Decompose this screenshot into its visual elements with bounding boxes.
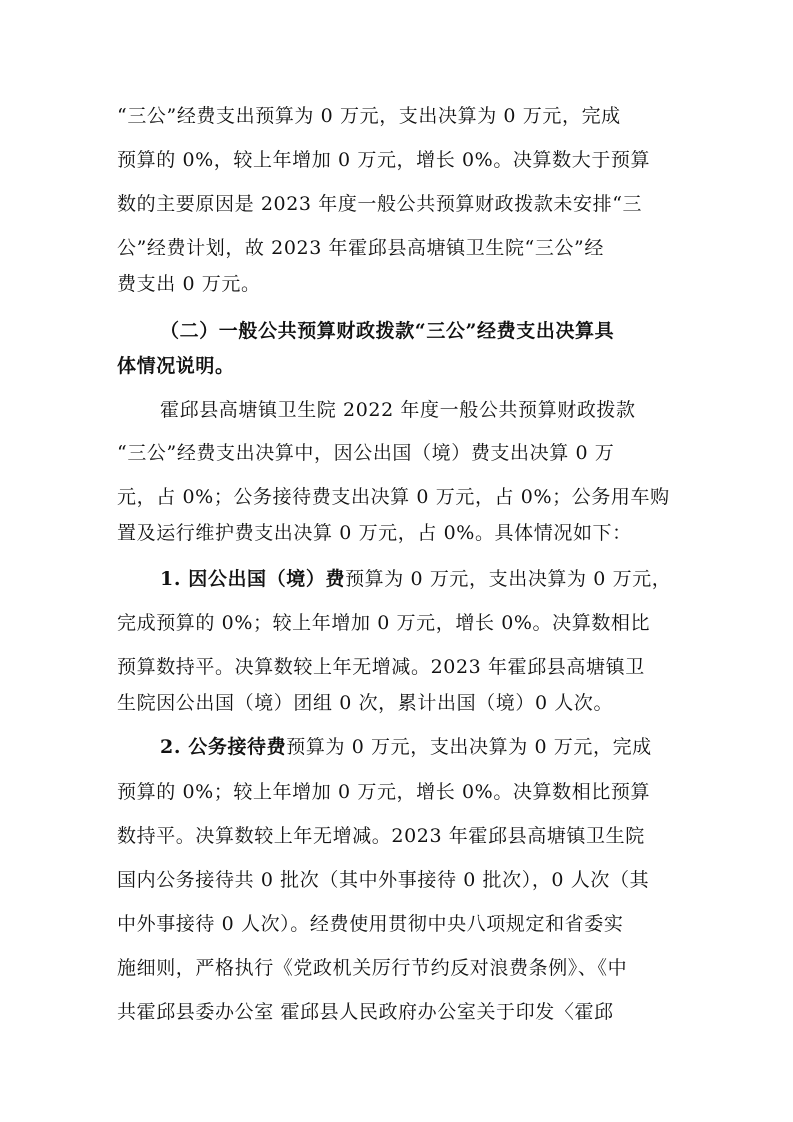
paragraph-line: 预算的 0%；较上年增加 0 万元，增长 0%。决算数相比预算 <box>117 781 651 803</box>
item-text: 预算为 0 万元，支出决算为 0 万元， <box>345 568 672 590</box>
paragraph-line: 霍邱县高塘镇卫生院 2022 年度一般公共预算财政拨款 <box>160 399 636 421</box>
paragraph-line: 生院因公出国（境）团组 0 次，累计出国（境）0 人次。 <box>117 692 614 714</box>
item-heading: 1. 因公出国（境）费 <box>160 568 346 590</box>
paragraph-line: 中外事接待 0 人次）。经费使用贯彻中央八项规定和省委实 <box>117 913 624 935</box>
paragraph-line: “三公”经费支出决算中，因公出国（境）费支出决算 0 万 <box>117 442 615 464</box>
section-heading: 体情况说明。 <box>117 355 235 377</box>
paragraph-line: 完成预算的 0%；较上年增加 0 万元，增长 0%。决算数相比 <box>117 612 651 634</box>
paragraph-line: 预算的 0%，较上年增加 0 万元，增长 0%。决算数大于预算 <box>117 149 651 171</box>
paragraph-line: 施细则，严格执行《党政机关厉行节约反对浪费条例》、《中 <box>117 957 628 979</box>
item-line <box>160 567 682 591</box>
paragraph-line: “三公”经费支出预算为 0 万元，支出决算为 0 万元，完成 <box>117 105 621 127</box>
item-line <box>160 735 682 759</box>
paragraph-line: 预算数持平。决算数较上年无增减。2023 年霍邱县高塘镇卫 <box>117 656 645 678</box>
paragraph-line: 置及运行维护费支出决算 0 万元，占 0%。具体情况如下： <box>117 522 632 544</box>
item-text: 预算为 0 万元，支出决算为 0 万元，完成 <box>286 736 652 758</box>
paragraph-line: 数持平。决算数较上年无增减。2023 年霍邱县高塘镇卫生院 <box>117 825 645 847</box>
section-heading: （二）一般公共预算财政拨款“三公”经费支出决算具 <box>160 320 615 342</box>
paragraph-line: 公”经费计划，故 2023 年霍邱县高塘镇卫生院“三公”经 <box>117 237 604 259</box>
item-heading: 2. 公务接待费 <box>160 736 287 758</box>
paragraph-line: 费支出 0 万元。 <box>117 273 261 295</box>
paragraph-line: 国内公务接待共 0 批次（其中外事接待 0 批次），0 人次（其 <box>117 869 650 891</box>
paragraph-line: 元，占 0%；公务接待费支出决算 0 万元，占 0%；公务用车购 <box>117 486 670 508</box>
paragraph-line: 共霍邱县委办公室 霍邱县人民政府办公室关于印发〈霍邱 <box>117 1001 614 1023</box>
paragraph-line: 数的主要原因是 2023 年度一般公共预算财政拨款未安排“三 <box>117 193 643 215</box>
